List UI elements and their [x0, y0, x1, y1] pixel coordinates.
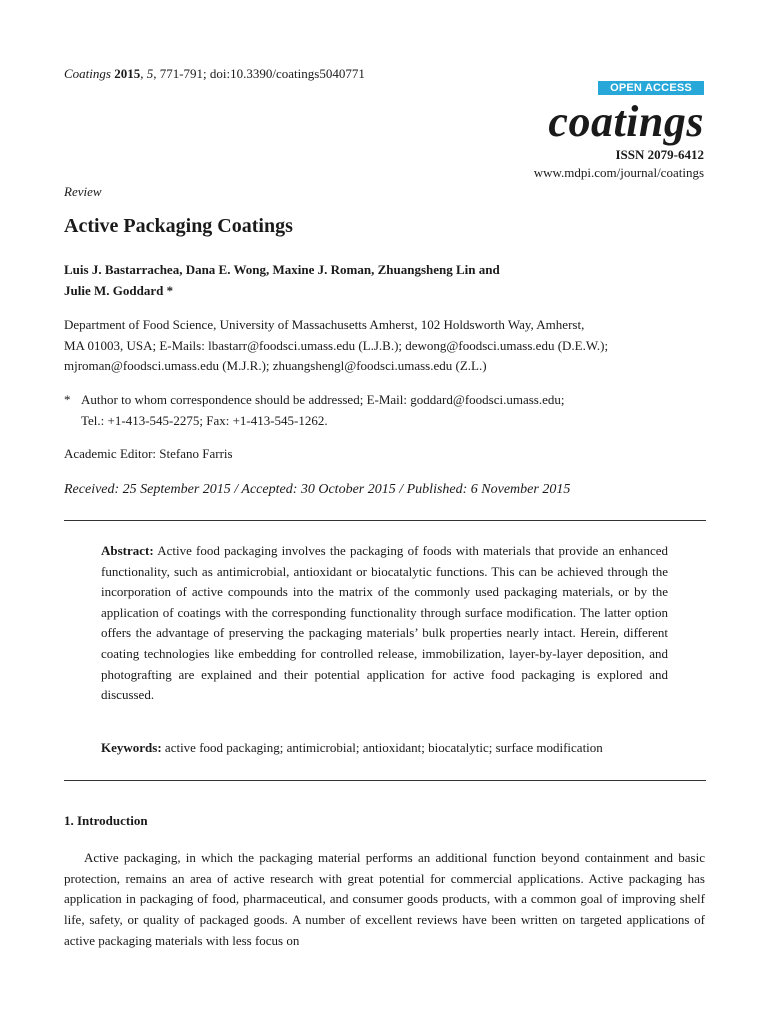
citation-year: 2015: [114, 66, 141, 81]
open-access-badge: OPEN ACCESS: [598, 81, 704, 95]
affiliation: [64, 315, 608, 377]
citation-volume: 5: [146, 66, 154, 81]
correspondence-line: Author to whom correspondence should be addressed; E-Mail: goddard@foodsci.umass.edu;: [81, 392, 565, 407]
abstract-text: Active food packaging involves the packaging of foods with materials that provide an enhanced functionality, such as antimicrobial, antioxidant or biocatalytic functions. This can be achieved through the incorporation of active compounds into the matrix of the commonly used packaging materials, or by the application of coatings with the corresponding functionality through surface modification. The latter option offers the advantage of preserving the packaging materials’ bulk properties nearly intact. Herein, different coating technologies like embedding for controlled release, immobilization, layer-by-layer deposition, and photografting are explained and their potential application for active food packaging is explored and discussed.: [101, 543, 668, 703]
keywords-label: Keywords:: [101, 740, 162, 755]
author-line: Julie M. Goddard *: [64, 283, 174, 298]
affiliation-line: Department of Food Science, University of Massachusetts Amherst, 102 Holdsworth Way, Amherst,: [64, 317, 585, 332]
journal-logo-text: coatings: [548, 97, 704, 146]
author-line: Luis J. Bastarrachea, Dana E. Wong, Maxine J. Roman, Zhuangsheng Lin and: [64, 262, 500, 277]
publication-dates: Received: 25 September 2015 / Accepted: 30 October 2015 / Published: 6 November 2015: [64, 482, 571, 497]
citation-line: Coatings 2015, 5, 771-791; doi:10.3390/coatings5040771: [64, 66, 365, 81]
citation-journal: Coatings: [64, 66, 111, 81]
correspondence-note: [64, 390, 564, 431]
keywords: [101, 740, 603, 756]
section-heading: 1. Introduction: [64, 813, 148, 828]
abstract-top-rule: [64, 520, 706, 521]
abstract-label: Abstract:: [101, 543, 154, 558]
abstract: [101, 541, 668, 706]
article-type: Review: [64, 184, 102, 199]
issn: ISSN 2079-6412: [615, 147, 704, 162]
affiliation-line: MA 01003, USA; E-Mails: lbastarr@foodsci.umass.edu (L.J.B.); dewong@foodsci.umass.edu (D.E.W.);: [64, 337, 609, 353]
citation-pages-doi: , 771-791; doi:10.3390/coatings5040771: [153, 66, 365, 81]
corresponding-author-marker: *: [64, 392, 71, 407]
journal-url-link[interactable]: www.mdpi.com/journal/coatings: [533, 165, 704, 180]
affiliation-line: mjroman@foodsci.umass.edu (M.J.R.); zhuangshengl@foodsci.umass.edu (Z.L.): [64, 358, 487, 373]
abstract-bottom-rule: [64, 780, 706, 781]
keywords-text: active food packaging; antimicrobial; antioxidant; biocatalytic; surface modification: [164, 740, 603, 755]
author-list: [64, 259, 500, 301]
academic-editor: Academic Editor: Stefano Farris: [64, 446, 233, 461]
introduction-paragraph: Active packaging, in which the packaging material performs an additional function beyond containment and basic protection, remains an area of active research with great potential for commercial applications. Active packaging has application in packaging of food, pharmaceutical, and consumer goods products, with a common goal of improving shelf life, safety, or quality of packaged goods. A number of excellent reviews have been written on targeted applications of active packaging materials with less focus on: [64, 850, 705, 948]
correspondence-line: Tel.: +1-413-545-2275; Fax: +1-413-545-1262.: [81, 412, 328, 428]
article-title: Active Packaging Coatings: [64, 215, 293, 237]
